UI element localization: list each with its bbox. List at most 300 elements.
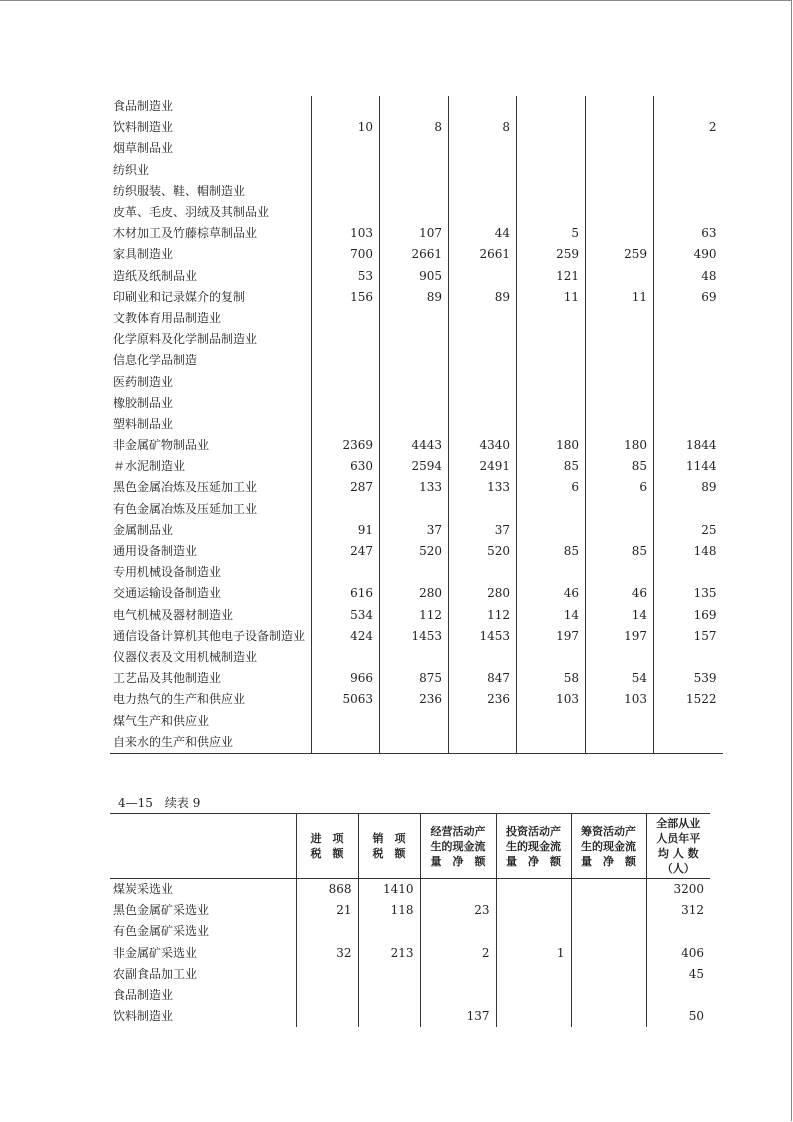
cell-value: 44 (449, 223, 517, 244)
cell-value: 905 (380, 266, 449, 287)
cell-value (312, 732, 380, 754)
row-label: 农副食品加工业 (113, 966, 198, 981)
row-label: 皮革、毛皮、羽绒及其制品业 (113, 205, 270, 220)
table-row (110, 223, 723, 244)
table-row (110, 1006, 710, 1027)
row-label: 造纸及纸制品业 (113, 268, 198, 283)
row-label: 黑色金属冶炼及压延加工业 (113, 480, 258, 495)
cell-value: 2594 (380, 456, 449, 477)
cell-value: 89 (380, 287, 449, 308)
row-label: 通用设备制造业 (113, 544, 198, 559)
cell-value: 14 (586, 605, 654, 626)
table-row (110, 583, 723, 604)
cell-value (586, 223, 654, 244)
cell-value (380, 499, 449, 520)
cell-value: 1453 (449, 626, 517, 647)
cell-value (654, 647, 723, 668)
cell-value (296, 921, 358, 942)
table-row (110, 393, 723, 414)
cell-value (449, 732, 517, 754)
cell-value: 868 (296, 879, 358, 901)
header-operating-cashflow: 经营活动产 生的现金流 量 净 额 (420, 814, 496, 879)
row-label: 纺织业 (113, 162, 150, 177)
cell-value: 312 (646, 900, 710, 921)
cell-value: 32 (296, 943, 358, 964)
row-label: 信息化学品制造 (113, 353, 198, 368)
cell-value: 2369 (312, 435, 380, 456)
cell-value (586, 329, 654, 350)
cell-value (586, 308, 654, 329)
header-avg-employees: 全部从业 人员年平 均 人 数 （人） (646, 814, 710, 879)
cell-value (586, 160, 654, 181)
cell-value (380, 710, 449, 731)
cell-value (312, 350, 380, 371)
table-row (110, 202, 723, 223)
cell-value (449, 308, 517, 329)
cell-value (449, 562, 517, 583)
cell-value: 520 (380, 541, 449, 562)
row-label: 化学原料及化学制品制造业 (113, 332, 258, 347)
cell-value (571, 964, 646, 985)
cell-value (358, 964, 420, 985)
cell-value (496, 1006, 571, 1027)
cell-value: 2 (420, 943, 496, 964)
row-label: 烟草制品业 (113, 141, 174, 156)
cell-value (496, 900, 571, 921)
row-label: 印刷业和记录媒介的复制 (113, 289, 246, 304)
table-row (110, 710, 723, 731)
cell-value: 180 (517, 435, 586, 456)
table-row (110, 117, 723, 138)
cell-value (586, 96, 654, 117)
cell-value: 4443 (380, 435, 449, 456)
table-row (110, 329, 723, 350)
cell-value (571, 1006, 646, 1027)
table-row (110, 689, 723, 710)
header-output-tax: 销 项 税 额 (358, 814, 420, 879)
cell-value: 2661 (449, 244, 517, 265)
cell-value (449, 414, 517, 435)
cell-value (312, 329, 380, 350)
row-label: 食品制造业 (113, 99, 174, 114)
cell-value: 424 (312, 626, 380, 647)
cell-value: 54 (586, 668, 654, 689)
cell-value: 5063 (312, 689, 380, 710)
cell-value: 197 (586, 626, 654, 647)
cell-value: 247 (312, 541, 380, 562)
cell-value (496, 921, 571, 942)
cell-value (380, 371, 449, 392)
cell-value (654, 371, 723, 392)
cell-value (296, 985, 358, 1006)
cell-value (654, 393, 723, 414)
cell-value: 91 (312, 520, 380, 541)
row-label: 饮料制造业 (113, 1009, 174, 1024)
cell-value (449, 160, 517, 181)
cell-value (449, 181, 517, 202)
cell-value (449, 647, 517, 668)
cell-value (646, 985, 710, 1006)
cell-value: 48 (654, 266, 723, 287)
cell-value: 89 (654, 477, 723, 498)
cell-value: 46 (517, 583, 586, 604)
cell-value (312, 371, 380, 392)
row-label: 橡胶制品业 (113, 395, 174, 410)
cell-value: 1410 (358, 879, 420, 901)
table-row (110, 541, 723, 562)
cell-value (586, 266, 654, 287)
cell-value: 616 (312, 583, 380, 604)
cell-value (380, 414, 449, 435)
lower-data-table (110, 813, 710, 1027)
table-row (110, 985, 710, 1006)
cell-value (517, 329, 586, 350)
cell-value (654, 160, 723, 181)
cell-value: 700 (312, 244, 380, 265)
cell-value: 37 (449, 520, 517, 541)
cell-value (420, 879, 496, 901)
cell-value (517, 371, 586, 392)
cell-value (420, 964, 496, 985)
cell-value (312, 181, 380, 202)
cell-value (517, 202, 586, 223)
cell-value (380, 202, 449, 223)
table-row (110, 350, 723, 371)
header-row (110, 814, 710, 879)
row-label: 交通运输设备制造业 (113, 586, 222, 601)
cell-value: 236 (449, 689, 517, 710)
row-label: 塑料制品业 (113, 416, 174, 431)
cell-value: 6 (586, 477, 654, 498)
cell-value (380, 647, 449, 668)
cell-value: 3200 (646, 879, 710, 901)
cell-value (312, 647, 380, 668)
cell-value: 50 (646, 1006, 710, 1027)
cell-value (586, 393, 654, 414)
cell-value: 69 (654, 287, 723, 308)
cell-value (358, 985, 420, 1006)
cell-value (517, 393, 586, 414)
table-row (110, 456, 723, 477)
cell-value: 103 (517, 689, 586, 710)
table-row (110, 287, 723, 308)
cell-value (586, 562, 654, 583)
header-investing-cashflow: 投资活动产 生的现金流 量 净 额 (496, 814, 571, 879)
row-label: 有色金属矿采选业 (113, 924, 210, 939)
cell-value: 25 (654, 520, 723, 541)
cell-value: 5 (517, 223, 586, 244)
cell-value (358, 921, 420, 942)
cell-value: 280 (380, 583, 449, 604)
cell-value: 112 (449, 605, 517, 626)
table-row (110, 435, 723, 456)
cell-value: 85 (586, 456, 654, 477)
row-label: 自来水的生产和供应业 (110, 732, 312, 754)
cell-value: 2661 (380, 244, 449, 265)
cell-value: 85 (517, 456, 586, 477)
cell-value (517, 138, 586, 159)
cell-value (517, 499, 586, 520)
cell-value: 89 (449, 287, 517, 308)
cell-value (420, 985, 496, 1006)
cell-value: 46 (586, 583, 654, 604)
row-label: 非金属矿物制品业 (113, 438, 210, 453)
cell-value: 4340 (449, 435, 517, 456)
cell-value (654, 308, 723, 329)
cell-value: 280 (449, 583, 517, 604)
cell-value (517, 647, 586, 668)
cell-value (517, 562, 586, 583)
cell-value: 85 (586, 541, 654, 562)
cell-value (586, 710, 654, 731)
cell-value (380, 308, 449, 329)
cell-value (449, 266, 517, 287)
cell-value (449, 393, 517, 414)
table-row (110, 520, 723, 541)
table-row (110, 626, 723, 647)
cell-value (312, 160, 380, 181)
row-label: 家具制造业 (113, 247, 174, 262)
cell-value (654, 732, 723, 754)
cell-value: 53 (312, 266, 380, 287)
cell-value: 847 (449, 668, 517, 689)
table-row (110, 477, 723, 498)
cell-value: 135 (654, 583, 723, 604)
cell-value (312, 96, 380, 117)
cell-value (420, 921, 496, 942)
cell-value: 37 (380, 520, 449, 541)
row-label: 有色金属冶炼及压延加工业 (113, 501, 258, 516)
cell-value (312, 393, 380, 414)
cell-value (517, 96, 586, 117)
cell-value (654, 499, 723, 520)
cell-value: 180 (586, 435, 654, 456)
table-row (110, 499, 723, 520)
cell-value: 14 (517, 605, 586, 626)
row-label: 非金属矿采选业 (113, 945, 198, 960)
cell-value: 137 (420, 1006, 496, 1027)
cell-value (654, 181, 723, 202)
cell-value: 21 (296, 900, 358, 921)
row-label: 工艺品及其他制造业 (113, 671, 222, 686)
cell-value (496, 964, 571, 985)
table-row (110, 943, 710, 964)
cell-value (449, 202, 517, 223)
cell-value (654, 202, 723, 223)
cell-value: 1453 (380, 626, 449, 647)
cell-value (586, 350, 654, 371)
cell-value: 103 (586, 689, 654, 710)
table-row (110, 266, 723, 287)
cell-value (517, 181, 586, 202)
cell-value (586, 371, 654, 392)
cell-value (380, 181, 449, 202)
table-row (110, 921, 710, 942)
cell-value: 11 (586, 287, 654, 308)
cell-value (571, 879, 646, 901)
cell-value (571, 921, 646, 942)
cell-value (517, 160, 586, 181)
cell-value: 875 (380, 668, 449, 689)
cell-value (312, 562, 380, 583)
cell-value: 197 (517, 626, 586, 647)
table-row (110, 732, 723, 754)
cell-value (449, 710, 517, 731)
cell-value (586, 202, 654, 223)
header-financing-cashflow: 筹资活动产 生的现金流 量 净 额 (571, 814, 646, 879)
cell-value (517, 414, 586, 435)
cell-value: 103 (312, 223, 380, 244)
table-row (110, 138, 723, 159)
cell-value: 112 (380, 605, 449, 626)
cell-value (380, 160, 449, 181)
row-label: 木材加工及竹藤棕草制品业 (113, 226, 258, 241)
row-label: 饮料制造业 (113, 120, 174, 135)
cell-value: 157 (654, 626, 723, 647)
cell-value: 58 (517, 668, 586, 689)
cell-value (571, 985, 646, 1006)
cell-value: 2 (654, 117, 723, 138)
cell-value (586, 647, 654, 668)
cell-value (586, 138, 654, 159)
cell-value: 406 (646, 943, 710, 964)
row-label: 纺织服装、鞋、帽制造业 (113, 183, 246, 198)
cell-value: 10 (312, 117, 380, 138)
cell-value (586, 499, 654, 520)
cell-value (586, 117, 654, 138)
cell-value: 118 (358, 900, 420, 921)
cell-value (654, 138, 723, 159)
cell-value (312, 710, 380, 731)
table-row (110, 308, 723, 329)
cell-value (517, 350, 586, 371)
cell-value (517, 710, 586, 731)
cell-value (380, 732, 449, 754)
cell-value: 23 (420, 900, 496, 921)
cell-value (496, 879, 571, 901)
cell-value: 966 (312, 668, 380, 689)
row-label: 电力热气的生产和供应业 (113, 692, 246, 707)
cell-value: 8 (449, 117, 517, 138)
cell-value: 213 (358, 943, 420, 964)
cell-value: 520 (449, 541, 517, 562)
cell-value (296, 964, 358, 985)
cell-value (312, 138, 380, 159)
cell-value (380, 96, 449, 117)
cell-value: 85 (517, 541, 586, 562)
row-label: 金属制品业 (113, 522, 174, 537)
row-label: 煤气生产和供应业 (113, 713, 210, 728)
cell-value: 259 (586, 244, 654, 265)
cell-value (654, 562, 723, 583)
cell-value (296, 1006, 358, 1027)
table-caption: 4—15 续表 9 (118, 796, 201, 810)
cell-value: 133 (380, 477, 449, 498)
row-label: 煤炭采选业 (113, 882, 174, 897)
cell-value: 1522 (654, 689, 723, 710)
cell-value (654, 710, 723, 731)
cell-value (586, 520, 654, 541)
cell-value (380, 350, 449, 371)
cell-value (654, 414, 723, 435)
row-label: 专用机械设备制造业 (113, 565, 222, 580)
row-label: 食品制造业 (113, 988, 174, 1003)
row-label: 仪器仪表及文用机械制造业 (113, 649, 258, 664)
row-label: 黑色金属矿采选业 (113, 903, 210, 918)
cell-value (380, 393, 449, 414)
cell-value (517, 732, 586, 754)
cell-value: 169 (654, 605, 723, 626)
table-row (110, 647, 723, 668)
cell-value (571, 943, 646, 964)
row-label: 医药制造业 (113, 374, 174, 389)
cell-value (517, 117, 586, 138)
cell-value: 539 (654, 668, 723, 689)
cell-value (654, 350, 723, 371)
cell-value: 630 (312, 456, 380, 477)
row-label: 电气机械及器材制造业 (113, 607, 234, 622)
table-row (110, 244, 723, 265)
table-row (110, 879, 710, 901)
cell-value (654, 96, 723, 117)
cell-value (312, 414, 380, 435)
cell-value (449, 96, 517, 117)
cell-value (586, 732, 654, 754)
cell-value: 287 (312, 477, 380, 498)
header-blank (110, 814, 296, 879)
cell-value: 236 (380, 689, 449, 710)
cell-value (449, 138, 517, 159)
table-row (110, 414, 723, 435)
cell-value: 8 (380, 117, 449, 138)
table-row (110, 964, 710, 985)
table-row (110, 562, 723, 583)
cell-value: 63 (654, 223, 723, 244)
upper-data-table (110, 96, 723, 754)
cell-value: 11 (517, 287, 586, 308)
cell-value (358, 1006, 420, 1027)
row-label: 通信设备计算机其他电子设备制造业 (113, 628, 306, 643)
table-row (110, 96, 723, 117)
cell-value (517, 308, 586, 329)
header-input-tax: 进 项 税 额 (296, 814, 358, 879)
table-row (110, 605, 723, 626)
cell-value (312, 308, 380, 329)
cell-value (654, 329, 723, 350)
cell-value (312, 202, 380, 223)
table-row (110, 160, 723, 181)
cell-value (496, 985, 571, 1006)
cell-value (586, 181, 654, 202)
cell-value: 1 (496, 943, 571, 964)
cell-value: 6 (517, 477, 586, 498)
cell-value: 1144 (654, 456, 723, 477)
cell-value (380, 329, 449, 350)
cell-value (380, 138, 449, 159)
table-row (110, 900, 710, 921)
cell-value (646, 921, 710, 942)
cell-value: 133 (449, 477, 517, 498)
cell-value (449, 499, 517, 520)
cell-value: 1844 (654, 435, 723, 456)
table-row (110, 371, 723, 392)
cell-value: 490 (654, 244, 723, 265)
cell-value (571, 900, 646, 921)
cell-value: 534 (312, 605, 380, 626)
cell-value: 45 (646, 964, 710, 985)
cell-value (449, 329, 517, 350)
cell-value (312, 499, 380, 520)
